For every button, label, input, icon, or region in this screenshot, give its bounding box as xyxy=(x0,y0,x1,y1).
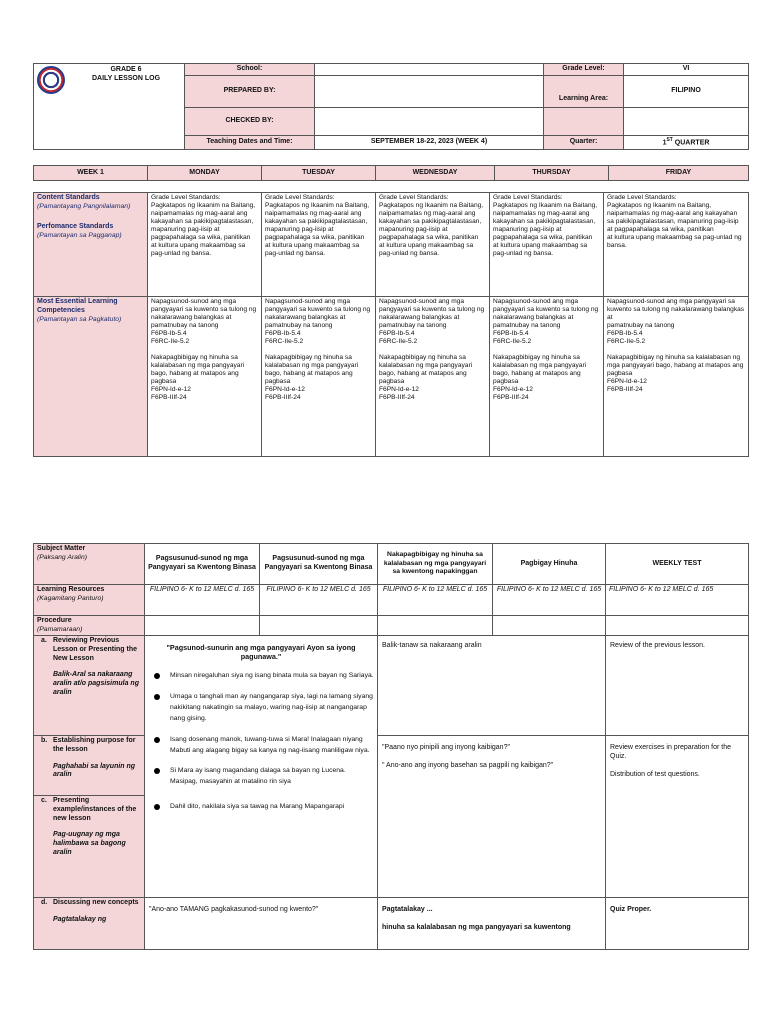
performance-standards-label: Perfomance Standards xyxy=(37,223,114,231)
grade-level-label: Grade Level: xyxy=(544,64,624,76)
proc-c-cell xyxy=(34,796,145,898)
melc-label-cell xyxy=(34,297,148,457)
day-friday: FRIDAY xyxy=(609,166,749,181)
subject-wednesday: Nakapagbibigay ng hinuha sa kalalabasan ng mga pangyayari sa kwentong napakinggan xyxy=(378,544,493,585)
proc-d-sub: Pagtatalakay ng xyxy=(53,915,107,923)
proc-b-cell xyxy=(34,736,145,796)
resources-label: Learning Resources xyxy=(37,586,105,593)
subject-friday: WEEKLY TEST xyxy=(606,544,749,585)
dates-label: Teaching Dates and Time: xyxy=(185,135,315,149)
standards-monday: Grade Level Standards: Pagkatapos ng Ikaanim na Baitang, naipamamalas ng mag-aaral ang kakayahan sa pakikipagtalastasan, mapanuring pag-iisip at pagpapahalaga sa wika, panitikan at kultura upang makaambag sa pag-unlad ng bansa. xyxy=(148,193,262,297)
wed-b-question-2: " Ano-ano ang inyong basehan sa pagpili ng kaibigan?" xyxy=(382,761,554,769)
melc-sub: (Pamantayan sa Pagkatuto) xyxy=(37,315,122,323)
procedure-empty-5 xyxy=(606,616,749,636)
proc-d-letter: d. xyxy=(41,899,48,907)
school-value xyxy=(315,64,544,76)
procedure-label: Procedure xyxy=(37,617,72,624)
content-standards-sub: (Pamantayang Pangnilalaman) xyxy=(37,202,131,210)
grade-title: GRADE 6 xyxy=(110,66,142,73)
standards-table xyxy=(33,192,749,457)
checked-by-label: CHECKED BY: xyxy=(185,107,315,135)
melc-label: Most Essential Learning Competencies xyxy=(37,298,118,314)
prepared-by-value xyxy=(315,75,544,107)
procedure-label-cell xyxy=(34,616,145,636)
learning-area-value: FILIPINO xyxy=(624,75,749,107)
procedure-empty-1 xyxy=(145,616,260,636)
grade-level-value: VI xyxy=(624,64,749,76)
week-label: WEEK 1 xyxy=(34,166,148,181)
resources-monday: FILIPINO 6- K to 12 MELC d. 165 xyxy=(145,585,260,616)
proc-d-cell xyxy=(34,898,145,950)
wed-b-question-1: "Paano nyo pinipili ang inyong kaibigan?" xyxy=(382,744,510,752)
standards-label-cell xyxy=(34,193,148,297)
proc-b-letter: b. xyxy=(41,737,48,745)
subject-label: Subject Matter xyxy=(37,545,86,552)
school-label: School: xyxy=(185,64,315,76)
proc-a-title: Reviewing Previous Lesson or Presenting the New Lesson xyxy=(53,637,138,662)
fri-d-cell: Quiz Proper. xyxy=(606,898,749,950)
procedure-sub: (Pamamaraan) xyxy=(37,625,83,633)
wed-d-line-1: Pagtatalakay ... xyxy=(382,906,433,914)
proc-c-letter: c. xyxy=(41,797,47,805)
resources-thursday: FILIPINO 6- K to 12 MELC d. 165 xyxy=(493,585,606,616)
fri-b-line-1: Review exercises in preparation for the Quiz. xyxy=(610,744,732,760)
melc-tuesday: Napagsunod-sunod ang mga pangyayari sa kuwento sa tulong ng nakalarawang balangkas at pamatnubay na tanong F6PB-Ib-5.4 F6RC-IIe-5.2 Nakapagbibigay ng hinuha sa kalalabasan ng mga pangyayari bago, habang at matapos ang pagbasa F6PN-Id-e-12 F6PB-IIIf-24 xyxy=(262,297,376,457)
procedure-empty-4 xyxy=(493,616,606,636)
proc-b-sub: Paghahabi sa layunin ng aralin xyxy=(53,762,136,779)
standards-friday: Grade Level Standards: Pagkatapos ng Ikaanim na Baitang, naipamamalas ng mag-aaral ang kakayahan sa pakikipagtalastasan, mapanuring pag-iisip at pagpapahalaga sa wika, panitikan at kultura upang makaambag sa pag-unlad ng bansa. xyxy=(604,193,749,297)
standards-thursday: Grade Level Standards: Pagkatapos ng Ikaanim na Baitang, naipamamalas ng mag-aaral ang kakayahan sa pakikipagtalastasan, mapanuring pag-iisip at pagpapahalaga sa wika, panitikan at kultura upang makaambag sa pag-unlad ng bansa. xyxy=(490,193,604,297)
mon-d-cell: "Ano-ano TAMANG pagkakasunod-sunod ng kwento?" xyxy=(145,898,378,950)
fri-b-line-2: Distribution of test questions. xyxy=(610,770,700,778)
checked-by-value xyxy=(315,107,544,135)
bullet-item: Umaga o tanghali man ay nangangarap siya, lagi na lamang siyang nakikitang nakatingin sa malayo, waring nag-iisip at nangangarap nang gising. xyxy=(148,692,374,725)
quarter-label: Quarter: xyxy=(544,135,624,149)
resources-friday: FILIPINO 6- K to 12 MELC d. 165 xyxy=(606,585,749,616)
proc-a-sub: Balik-Aral sa nakaraang aralin at/o pagsisimula ng aralin xyxy=(53,671,139,696)
checked-empty-cell xyxy=(624,107,749,135)
subject-label-cell xyxy=(34,544,145,585)
bullet-item: Si Mara ay isang magandang dalaga sa bayan ng Lucena. Masipag, masayahin at matalino rin siya xyxy=(148,766,374,788)
wed-b-cell xyxy=(378,736,606,898)
procedure-empty-3 xyxy=(378,616,493,636)
resources-tuesday: FILIPINO 6- K to 12 MELC d. 165 xyxy=(260,585,378,616)
procedure-empty-2 xyxy=(260,616,378,636)
story-bullets xyxy=(148,671,374,813)
wed-d-cell xyxy=(378,898,606,950)
proc-c-title: Presenting example/instances of the new lesson xyxy=(53,797,137,822)
proc-a-letter: a. xyxy=(41,637,47,645)
day-monday: MONDAY xyxy=(148,166,262,181)
performance-standards-sub: (Pamantayan sa Pagganap) xyxy=(37,231,122,239)
standards-tuesday: Grade Level Standards: Pagkatapos ng Ikaanim na Baitang, naipamamalas ng mag-aaral ang kakayahan sa pakikipagtalastasan, mapanuring pag-iisip at pagpapahalaga sa wika, panitikan at kultura upang makaambag sa pag-unlad ng bansa. xyxy=(262,193,376,297)
melc-friday: Napagsunod-sunod ang mga pangyayari sa kuwento sa tulong ng nakalarawang balangkas at pamatnubay na tanong F6PB-Ib-5.4 F6RC-IIe-5.2 Nakapagbibigay ng hinuha sa kalalabasan ng mga pangyayari bago, habang at matapos ang pagbasa F6PN-Id-e-12 F6PB-IIIf-24 xyxy=(604,297,749,457)
subject-thursday: Pagbigay Hinuha xyxy=(493,544,606,585)
melc-wednesday: Napagsunod-sunod ang mga pangyayari sa kuwento sa tulong ng nakalarawang balangkas at pamatnubay na tanong F6PB-Ib-5.4 F6RC-IIe-5.2 Nakapagbibigay ng hinuha sa kalalabasan ng mga pangyayari bago, habang at matapos ang pagbasa F6PN-Id-e-12 F6PB-IIIf-24 xyxy=(376,297,490,457)
prepared-by-label: PREPARED BY: xyxy=(185,75,315,107)
bullet-item: Isang dosenang manok, tuwang-tuwa si Mara! Inalagaan niyang Mabuti ang alagang bigay sa kanya ng nag-iisang manliligaw niya. xyxy=(148,735,374,757)
proc-d-title: Discussing new concepts xyxy=(53,899,139,907)
bullet-icon xyxy=(154,804,160,810)
school-logo-cell xyxy=(34,64,185,150)
proc-c-sub: Pag-uugnay ng mga halimbawa sa bagong aralin xyxy=(53,831,126,856)
bullet-icon xyxy=(154,694,160,700)
week-header-table xyxy=(33,165,749,181)
resources-wednesday: FILIPINO 6- K to 12 MELC d. 165 xyxy=(378,585,493,616)
proc-a-cell xyxy=(34,636,145,736)
bullet-item: Minsan niregaluhan siya ng isang binata mula sa bayan ng Sariaya. xyxy=(148,671,374,682)
melc-thursday: Napagsunod-sunod ang mga pangyayari sa kuwento sa tulong ng nakalarawang balangkas at pamatnubay na tanong F6PB-Ib-5.4 F6RC-IIe-5.2 Nakapagbibigay ng hinuha sa kalalabasan ng mga pangyayari bago, habang at matapos ang pagbasa F6PN-Id-e-12 F6PB-IIIf-24 xyxy=(490,297,604,457)
fri-b-cell xyxy=(606,736,749,898)
resources-sub: (Kagamitang Panturo) xyxy=(37,594,104,602)
learning-area-label: Learning Area: xyxy=(544,75,624,107)
day-wednesday: WEDNESDAY xyxy=(376,166,495,181)
dates-value: SEPTEMBER 18-22, 2023 (WEEK 4) xyxy=(315,135,544,149)
content-standards-label: Content Standards xyxy=(37,194,100,201)
wed-a-cell: Balik-tanaw sa nakaraang aralin xyxy=(378,636,606,736)
subject-tuesday: Pagsusunud-sunod ng mga Pangyayari sa Kwentong Binasa xyxy=(260,544,378,585)
quarter-value: 1ST QUARTER xyxy=(624,135,749,149)
day-thursday: THURSDAY xyxy=(495,166,609,181)
story-title: "Pagsunod-sunurin ang mga pangyayari Ayon sa iyong pagunawa." xyxy=(166,643,356,662)
fri-a-cell: Review of the previous lesson. xyxy=(606,636,749,736)
melc-monday: Napagsunod-sunod ang mga pangyayari sa kuwento sa tulong ng nakalarawang balangkas at pamatnubay na tanong F6PB-Ib-5.4 F6RC-IIe-5.2 Nakapagbibigay ng hinuha sa kalalabasan ng mga pangyayari bago, habang at matapos ang pagbasa F6PN-Id-e-12 F6PB-IIIf-24 xyxy=(148,297,262,457)
deped-seal-icon xyxy=(37,66,65,94)
standards-wednesday: Grade Level Standards: Pagkatapos ng Ikaanim na Baitang, naipamamalas ng mag-aaral ang kakayahan sa pakikipagtalastasan, mapanuring pag-iisip at pagpapahalaga sa wika, panitikan at kultura upang makaambag sa pag-unlad ng bansa. xyxy=(376,193,490,297)
proc-b-title: Establishing purpose for the lesson xyxy=(53,737,136,753)
subject-monday: Pagsusunud-sunod ng mga Pangyayari sa Kwentong Binasa xyxy=(145,544,260,585)
resources-label-cell xyxy=(34,585,145,616)
bullet-icon xyxy=(154,737,160,743)
wed-d-line-2: hinuha sa kalalabasan ng mga pangyayari sa kuwentong xyxy=(382,923,571,931)
day-tuesday: TUESDAY xyxy=(262,166,376,181)
story-cell xyxy=(145,636,378,898)
bullet-item: Dahil dito, nakilala siya sa tawag na Marang Mapangarapi xyxy=(148,802,374,813)
bullet-icon xyxy=(154,673,160,679)
checked-pink-cell xyxy=(544,107,624,135)
header-table xyxy=(33,63,749,150)
procedure-table xyxy=(33,543,749,950)
subject-sub: (Paksang Aralin) xyxy=(37,553,87,561)
log-title: DAILY LESSON LOG xyxy=(91,74,161,82)
bullet-icon xyxy=(154,768,160,774)
